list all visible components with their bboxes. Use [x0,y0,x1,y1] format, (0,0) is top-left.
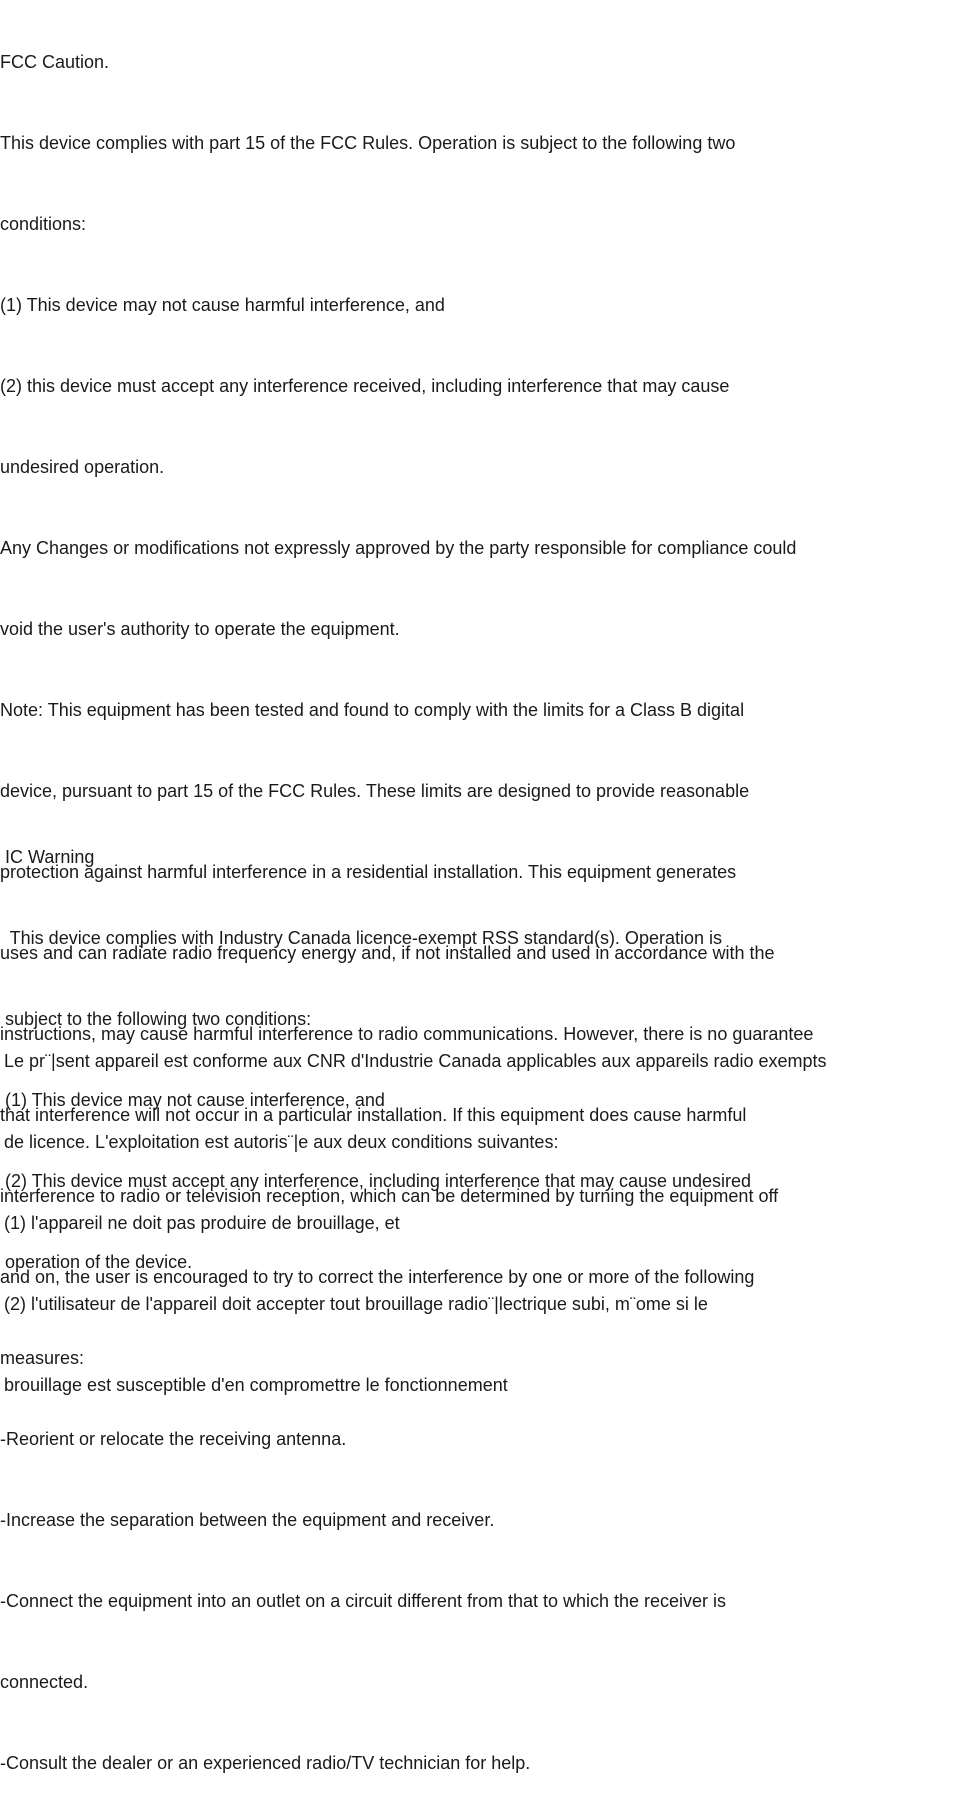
fcc-line: Note: This equipment has been tested and found to comply with the limits for a Class B digital [0,700,745,720]
fcc-line: and on, the user is encouraged to try to correct the interference by one or more of the following [0,1267,755,1287]
fr-line: de licence. L'exploitation est autoris¨|e aux deux conditions suivantes: [4,1132,559,1152]
fcc-measure-item: -Increase the separation between the equipment and receiver. [0,1510,495,1530]
fcc-line: uses and can radiate radio frequency energy and, if not installed and used in accordance with the [0,943,775,963]
ic-line: operation of the device. [5,1252,193,1272]
fcc-measure-item: -Consult the dealer or an experienced radio/TV technician for help. [0,1753,531,1773]
ic-line: (1) This device may not cause interference, and [5,1090,385,1110]
fr-line: Le pr¨|sent appareil est conforme aux CNR d'Industrie Canada applicables aux appareils radio exempts [4,1051,827,1071]
fr-line: (1) l'appareil ne doit pas produire de brouillage, et [4,1213,400,1233]
fcc-line: conditions: [0,214,87,234]
ic-title: IC Warning [5,847,95,867]
ic-line: This device complies with Industry Canada licence-exempt RSS standard(s). Operation is [5,928,722,948]
fr-line: (2) l'utilisateur de l'appareil doit accepter tout brouillage radio¨|lectrique subi, m¨ome si le [4,1294,708,1314]
fcc-line: protection against harmful interference in a residential installation. This equipment generates [0,862,737,882]
fcc-line: measures: [0,1348,85,1368]
fcc-line: void the user's authority to operate the equipment. [0,619,400,639]
ic-line: (2) This device must accept any interference, including interference that may cause undesired [5,1171,752,1191]
fcc-line: device, pursuant to part 15 of the FCC Rules. These limits are designed to provide reasonable [0,781,750,801]
fcc-line: connected. [0,1672,89,1692]
fcc-line: (1) This device may not cause harmful interference, and [0,295,445,315]
fcc-line: interference to radio or television reception, which can be determined by turning the equipment off [0,1186,779,1206]
ic-french-section [4,994,827,1426]
fcc-title: FCC Caution. [0,52,110,72]
fcc-line: undesired operation. [0,457,165,477]
fcc-line: Any Changes or modifications not expressly approved by the party responsible for compliance could [0,538,797,558]
ic-line: subject to the following two conditions: [5,1009,312,1029]
fcc-line: (2) this device must accept any interference received, including interference that may cause [0,376,730,396]
fcc-measure-item: -Connect the equipment into an outlet on a circuit different from that to which the receiver is [0,1591,727,1611]
fcc-line: instructions, may cause harmful interference to radio communications. However, there is no guarantee [0,1024,814,1044]
fr-line: brouillage est susceptible d'en compromettre le fonctionnement [4,1375,508,1395]
fcc-line: This device complies with part 15 of the FCC Rules. Operation is subject to the following two [0,133,736,153]
fcc-line: that interference will not occur in a particular installation. If this equipment does cause harmful [0,1105,747,1125]
fcc-measure-item: -Reorient or relocate the receiving antenna. [0,1429,347,1449]
